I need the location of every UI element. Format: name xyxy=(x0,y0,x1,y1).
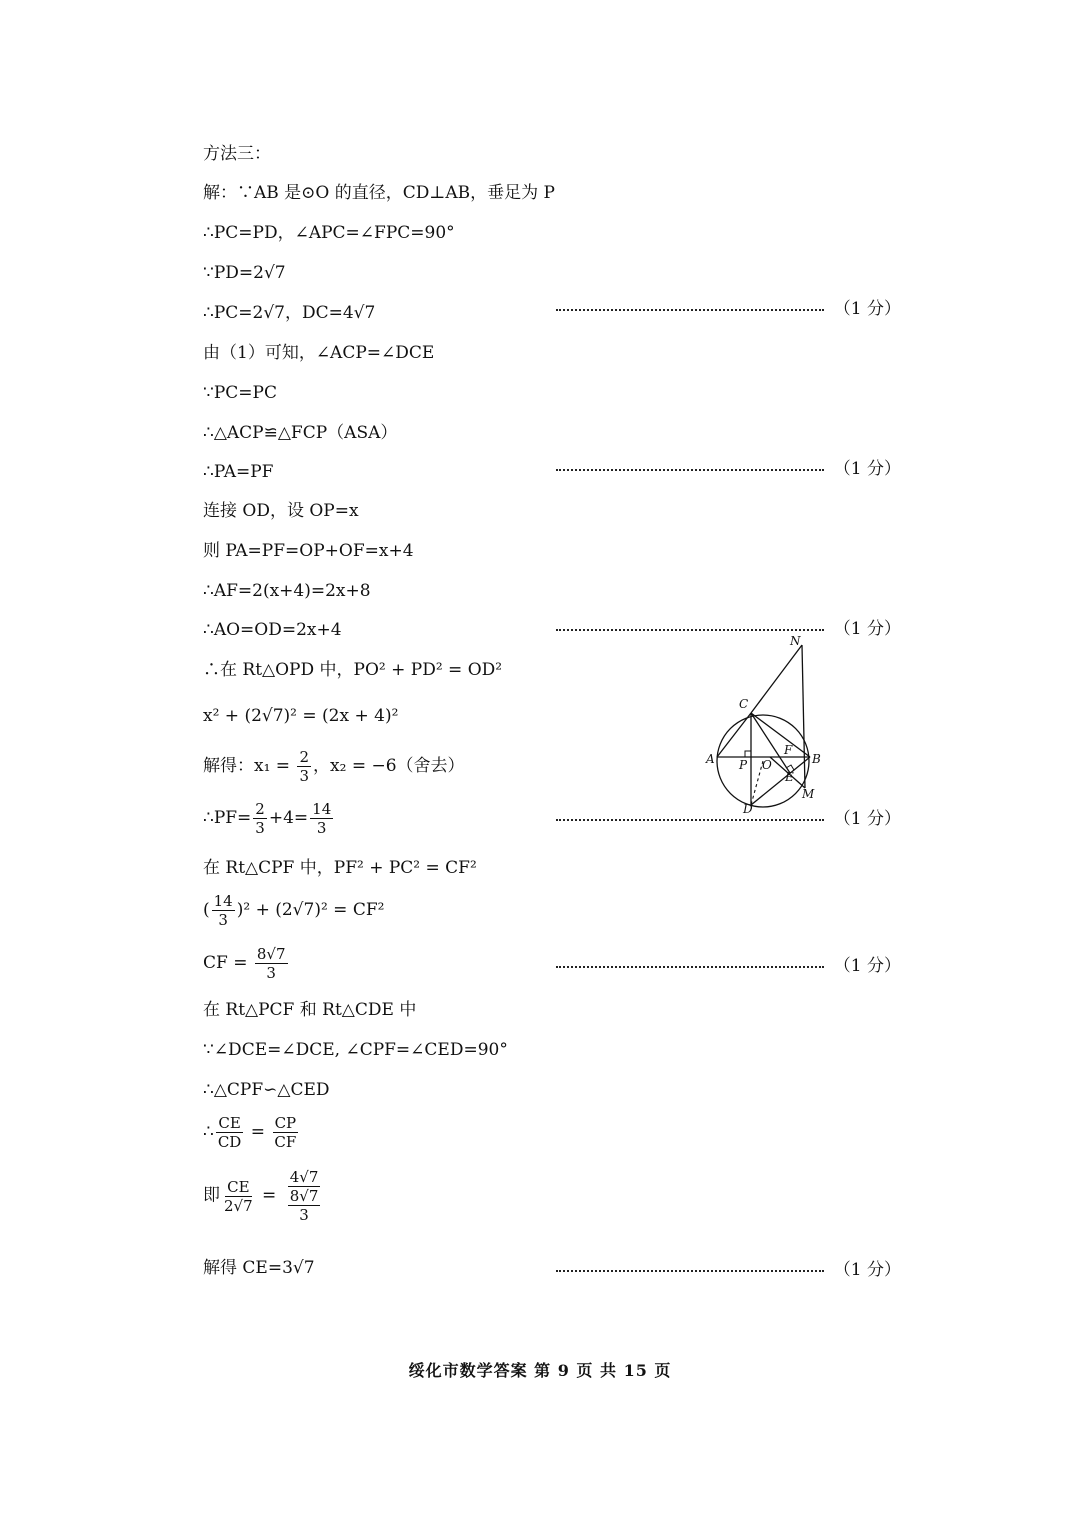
score-mark xyxy=(556,1259,901,1281)
fraction xyxy=(253,800,267,837)
fraction xyxy=(272,1114,298,1151)
score-mark xyxy=(556,298,901,320)
step-16-mid: +4= xyxy=(268,808,309,828)
label-c: C xyxy=(739,697,749,711)
score-mark xyxy=(556,955,901,977)
step-12: ∴AO=OD=2x+4 xyxy=(203,620,342,640)
step-6: ∵PC=PC xyxy=(203,383,277,403)
denominator: CF xyxy=(274,1133,297,1151)
step-17: 在 Rt△CPF 中，PF² + PC² = CF² xyxy=(203,858,477,878)
geometry-figure xyxy=(700,630,840,820)
score-label: （1 分） xyxy=(833,956,901,976)
label-o: O xyxy=(762,758,772,772)
fraction xyxy=(255,945,288,982)
step-15-prefix: 解得：x₁ = xyxy=(203,756,296,776)
numerator: 8√7 xyxy=(256,945,286,963)
label-p: P xyxy=(739,758,748,772)
step-25: 解得 CE=3√7 xyxy=(203,1258,315,1278)
numerator: 8√7 xyxy=(289,1187,319,1205)
step-24: 即 $\frac{CE}{2√7}$ = $\frac{4√7}{\frac{8√7}{3}}$ xyxy=(203,1168,326,1224)
segment-nm xyxy=(802,645,805,788)
denominator: 3 xyxy=(266,964,276,982)
step-13: ∴在 Rt△OPD 中，PO² + PD² = OD² xyxy=(203,660,503,680)
denominator: 3 xyxy=(218,911,228,929)
fraction xyxy=(222,1178,255,1215)
right-angle-mark xyxy=(745,751,751,757)
method-heading: 方法三： xyxy=(203,144,271,164)
step-9: 连接 OD，设 OP=x xyxy=(203,501,359,521)
step-11: ∴AF=2(x+4)=2x+8 xyxy=(203,581,371,601)
denominator: 3 xyxy=(299,767,310,785)
step-19-prefix: CF = xyxy=(203,953,253,973)
step-2: ∴PC=PD，∠APC=∠FPC=90° xyxy=(203,223,455,243)
label-f: F xyxy=(784,743,793,757)
segment-ac xyxy=(717,713,751,757)
fraction xyxy=(212,892,235,929)
step-19 xyxy=(203,945,290,982)
segment-cn xyxy=(751,645,802,713)
denominator: 3 xyxy=(299,1206,309,1224)
label-n: N xyxy=(790,634,801,648)
step-23: ∴ $\frac{CE}{CD}$ = $\frac{CP}{CF}$ xyxy=(203,1114,297,1151)
numerator: 2 xyxy=(299,748,310,766)
step-16 xyxy=(203,800,335,837)
numerator: 4√7 xyxy=(289,1168,319,1186)
numerator: 2 xyxy=(255,800,265,818)
step-7: ∴△ACP≌△FCP（ASA） xyxy=(203,423,398,443)
step-20: 在 Rt△PCF 和 Rt△CDE 中 xyxy=(203,1000,417,1020)
step-21: ∵∠DCE=∠DCE, ∠CPF=∠CED=90° xyxy=(203,1040,508,1060)
step-18: ( $\frac{14}{3}$ )² + (2√7)² = CF² xyxy=(203,892,385,929)
step-10: 则 PA=PF=OP+OF=x+4 xyxy=(203,541,414,561)
score-label: （1 分） xyxy=(833,459,901,479)
numerator: CE xyxy=(227,1177,250,1196)
step-16-prefix: ∴PF= xyxy=(203,808,252,828)
score-label: （1 分） xyxy=(833,1260,901,1280)
denominator: 3 xyxy=(316,819,327,837)
numerator: CP xyxy=(274,1114,297,1132)
step-23-prefix: ∴ xyxy=(203,1122,214,1142)
numerator: 14 xyxy=(312,800,332,818)
compound-fraction xyxy=(284,1168,325,1224)
step-8: ∴PA=PF xyxy=(203,462,274,482)
score-mark xyxy=(556,458,901,480)
numerator: CE xyxy=(218,1114,241,1132)
fraction xyxy=(310,800,333,837)
denominator: CD xyxy=(217,1133,242,1151)
fraction xyxy=(288,1187,321,1224)
score-label: （1 分） xyxy=(833,299,901,319)
step-24-prefix: 即 xyxy=(203,1185,220,1206)
denominator xyxy=(284,1187,325,1224)
label-d: D xyxy=(743,802,753,816)
page-footer: 绥化市数学答案 第 9 页 共 15 页 xyxy=(408,1361,672,1380)
step-1: 解：∵AB 是⊙O 的直径，CD⊥AB，垂足为 P xyxy=(203,183,555,203)
numerator: 14 xyxy=(213,892,233,910)
score-label: （1 分） xyxy=(833,619,901,639)
fraction xyxy=(297,748,311,785)
step-14: x² + (2√7)² = (2x + 4)² xyxy=(203,706,399,726)
step-3: ∵PD=2√7 xyxy=(203,263,286,283)
step-5: 由（1）可知，∠ACP=∠DCE xyxy=(203,343,435,363)
step-22: ∴△CPF∽△CED xyxy=(203,1080,330,1100)
step-15-suffix: ，x₂ = −6（舍去） xyxy=(313,756,465,776)
denominator: 2√7 xyxy=(224,1196,253,1215)
fraction xyxy=(216,1114,244,1151)
label-a: A xyxy=(706,752,715,766)
step-18-rest: )² + (2√7)² = CF² xyxy=(236,900,385,920)
step-15 xyxy=(203,748,465,785)
label-m: M xyxy=(802,787,815,801)
denominator: 3 xyxy=(255,819,265,837)
step-4: ∴PC=2√7，DC=4√7 xyxy=(203,303,376,323)
label-e: E xyxy=(785,770,794,784)
score-label: （1 分） xyxy=(833,809,901,829)
label-b: B xyxy=(812,752,821,766)
